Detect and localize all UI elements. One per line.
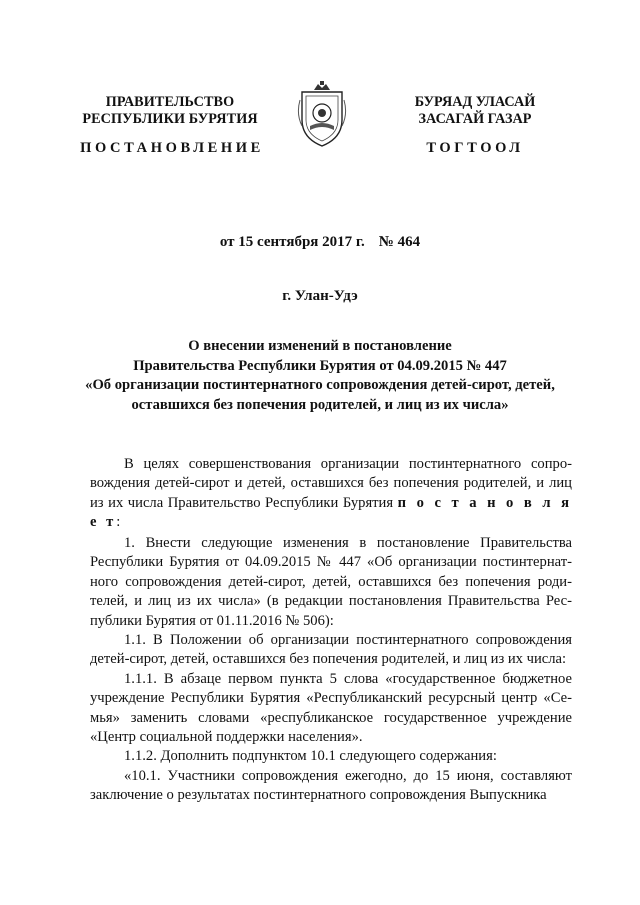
title-line-3: «Об организации постинтернатного сопровождения детей-сирот, детей,: [85, 377, 555, 393]
preamble-text: В целях совершенствования организации постинтернатного сопровождения детей-сирот и детей, оставшихся без попечения родителей, и лиц из их числа Правительство Республики Бурятия: [90, 456, 572, 511]
document-date: от 15 сентября 2017 г.: [219, 234, 365, 250]
preamble-colon: :: [116, 514, 121, 531]
paragraph-1-1-1: 1.1.1. В абзаце первом пункта 5 слова «государственное бюджетное учреждение Республики Бурятия «Республиканский ресурсный центр «Семья» заменить словами «республиканское государственное учреждение «Центр социальной поддержки населения».: [90, 670, 572, 746]
org-name-buryat: [375, 94, 575, 128]
resolution-body: [90, 534, 572, 806]
org-name-buryat-line2: ЗАСАГАЙ ГАЗАР: [418, 111, 532, 127]
preamble-paragraph: [90, 455, 572, 533]
resolves-word: п о с т а н о в л я е т: [90, 494, 572, 531]
document-title: [60, 337, 580, 415]
document-city: г. Улан-Удэ: [282, 288, 358, 304]
doc-type-buryat: ТОГТООЛ: [426, 140, 524, 156]
preamble: [90, 455, 572, 533]
paragraph-1-1-2: 1.1.2. Дополнить подпунктом 10.1 следующего содержания:: [124, 748, 497, 765]
paragraph-1: 1. Внести следующие изменения в постановление Правительства Республики Бурятия от 04.09.2015 № 447 «Об организации постинтернатного сопровождения детей-сирот, детей, оставшихся без попечения родителей, и лиц из их числа» (в редакции постановления Правительства Республики Бурятия от 01.11.2016 № 506):: [90, 535, 572, 629]
document-number: № 464: [378, 234, 421, 250]
title-line-2: Правительства Республики Бурятия от 04.09.2015 № 447: [133, 357, 507, 374]
org-name-russian: [70, 94, 270, 128]
doc-type-russian: ПОСТАНОВЛЕНИЕ: [80, 140, 264, 156]
org-name-russian-line1: ПРАВИТЕЛЬСТВО: [105, 94, 235, 110]
title-line-1: О внесении изменений в постановление: [188, 338, 452, 354]
org-name-buryat-line1: БУРЯАД УЛАСАЙ: [414, 94, 536, 110]
paragraph-1-1: 1.1. В Положении об организации постинтернатного сопровождения детей-сирот, детей, оставшихся без попечения родителей, и лиц из их числа:: [90, 632, 572, 668]
title-line-4: оставшихся без попечения родителей, и лиц из их числа»: [131, 396, 509, 413]
coat-of-arms-icon: [296, 80, 348, 148]
paragraph-10-1: «10.1. Участники сопровождения ежегодно, до 15 июня, составляют заключение о результатах постинтернатного сопровождения Выпускника: [90, 767, 572, 804]
org-name-russian-line2: РЕСПУБЛИКИ БУРЯТИЯ: [82, 111, 258, 127]
document-date-number: [0, 234, 640, 251]
